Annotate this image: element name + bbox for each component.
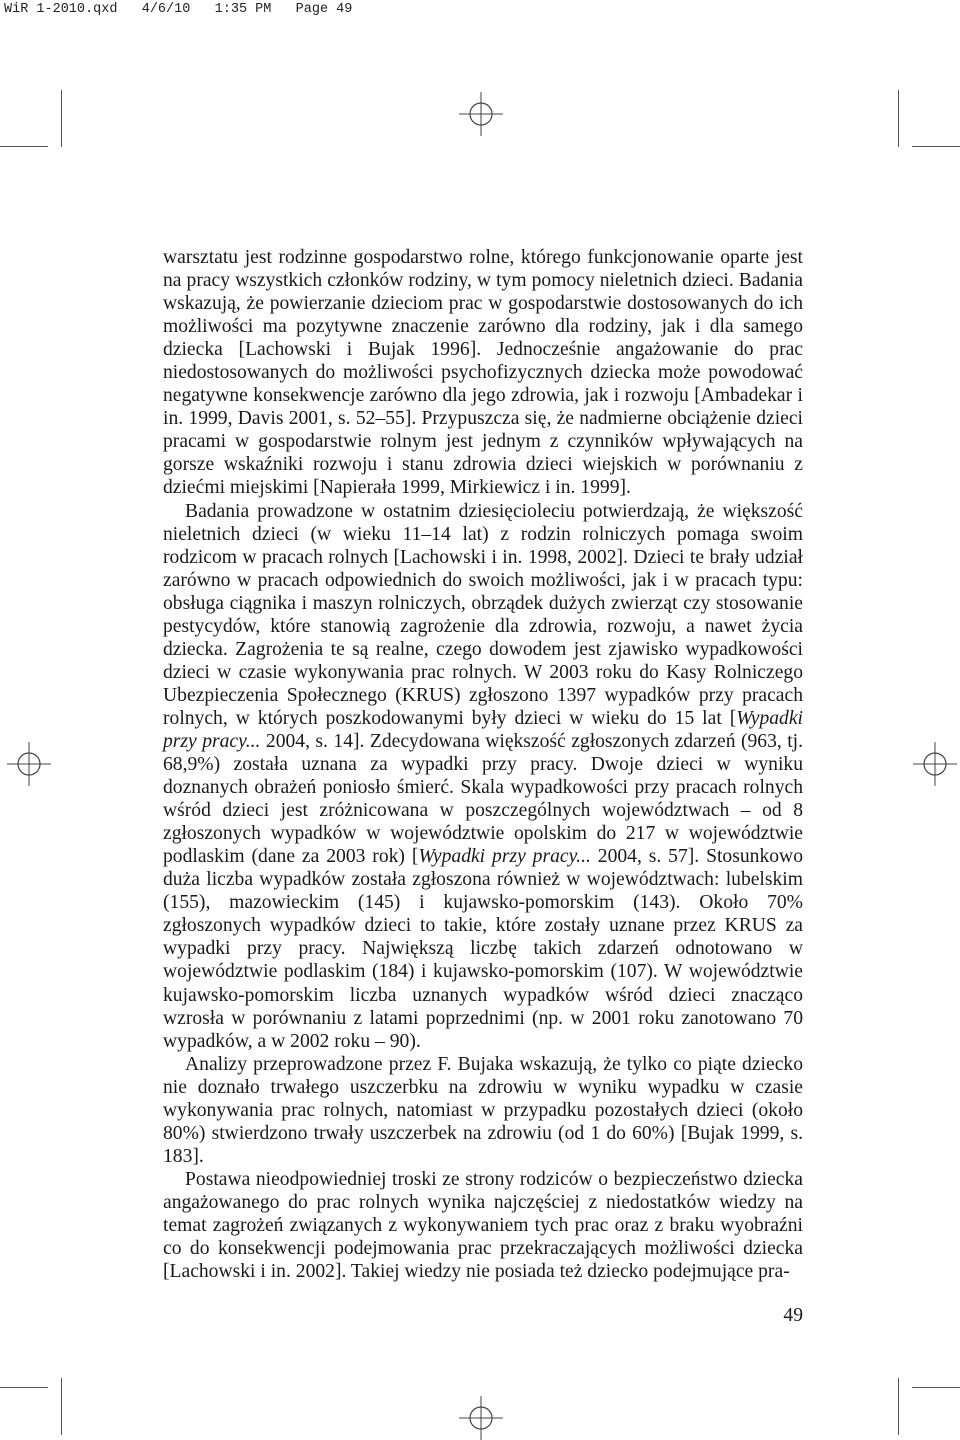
page-number: 49: [783, 1305, 803, 1326]
crop-mark-bottom-left-horizontal: [0, 1387, 48, 1388]
crop-mark-top-left-horizontal: [0, 146, 48, 147]
crop-mark-top-right-vertical: [898, 90, 899, 147]
registration-mark-right: [913, 742, 957, 786]
citation-title: Wypadki przy pracy...: [418, 846, 591, 868]
paragraph: Analizy przeprowadzone przez F. Bujaka wskazują, że tylko co piąte dziecko nie doznało trwałego uszczerbku na zdrowiu w wyniku wypadku w czasie wykonywania prac rolnych, natomiast w przypadku pozostałych dzieci (około 80%) stwierdzono trwały uszczerbek na zdrowiu (od 1 do 60%) [Bujak 1999, s. 183].: [163, 1053, 803, 1167]
paragraph: warsztatu jest rodzinne gospodarstwo rolne, którego funkcjonowanie oparte jest na pracy wszystkich członków rodziny, w tym pomocy nieletnich dzieci. Badania wskazują, że powierzanie dzieciom prac w gospodarstwie dostosowanych do ich możliwości ma pozytywne znaczenie zarówno dla rodziny, jak i dla samego dziecka [Lachowski i Bujak 1996]. Jednocześnie angażowanie do prac niedostosowanych do możliwości psychofizycznych dziecka może powodować negatywne konsekwencje zarówno dla jego zdrowia, jak i rozwoju [Ambadekar i in. 1999, Davis 2001, s. 52–55]. Przypuszcza się, że nadmierne obciążenie dzieci pracami w gospodarstwie rolnym jest jednym z czynników wpływających na gorsze wskaźniki rozwoju i stanu zdrowia dzieci wiejskich w porównaniu z dziećmi miejskimi [Napierała 1999, Mirkiewicz i in. 1999].: [163, 247, 803, 499]
crop-mark-bottom-right-vertical: [898, 1378, 899, 1435]
registration-mark-top: [459, 92, 503, 136]
crop-mark-bottom-right-horizontal: [912, 1387, 960, 1388]
paragraph-text: Badania prowadzone w ostatnim dziesięcioleciu potwierdzają, że większość nieletnich dzieci (w wieku 11–14 lat) z rodzin rolniczych pomaga swoim rodzicom w pracach rolnych [Lachowski i in. 1998, 2002]. Dzieci te brały udział zarówno w pracach odpowiednich do swoich możliwości, jak i w pracach typu: obsługa ciągnika i maszyn rolniczych, obrządek dużych zwierząt czy stosowanie pestycydów, które stanowią zagrożenie dla zdrowia, rozwoju, a nawet życia dziecka. Zagrożenia te są realne, czego dowodem jest zjawisko wypadkowości dzieci w czasie wykonywania prac rolnych. W 2003 roku do Kasy Rolniczego Ubezpieczenia Społecznego (KRUS) zgłoszono 1397 wypadków przy pracach rolnych, w których poszkodowanymi były dzieci w wieku do 15 lat [: [163, 500, 803, 729]
paragraph: [163, 500, 803, 1053]
registration-mark-left: [7, 742, 51, 786]
citation-title: Wypadki przy pracy...: [163, 707, 803, 752]
paragraph-text: 2004, s. 57]. Stosunkowo duża liczba wypadków została zgłoszona również w województwach: lubelskim (155), mazowieckim (145) i kujawsko-pomorskim (143). Około 70% zgłoszonych wypadków dzieci to takie, które zostały uznane przez KRUS za wypadki przy pracy. Największą liczbę takich zdarzeń odnotowano w województwie podlaskim (184) i kujawsko-pomorskim (107). W województwie kujawsko-pomorskim liczba uznanych wypadków wśród dzieci znacząco wzrosła w porównaniu z latami poprzednimi (np. w 2001 roku zanotowano 70 wypadków, a w 2002 roku – 90).: [163, 846, 803, 1052]
file-slug: WiR 1-2010.qxd 4/6/10 1:35 PM Page 49: [4, 2, 353, 17]
registration-mark-bottom: [459, 1396, 503, 1440]
paragraph-text: 2004, s. 14]. Zdecydowana większość zgłoszonych zdarzeń (963, tj. 68,9%) została uznana za wypadki przy pracy. Dwoje dzieci w wyniku doznanych obrażeń poniosło śmierć. Skala wypadkowości przy pracach rolnych wśród dzieci jest zróżnicowana w poszczególnych województwach – od 8 zgłoszonych wypadków w województwie opolskim do 217 w województwie podlaskim (dane za 2003 rok) [: [163, 730, 804, 868]
crop-mark-bottom-left-vertical: [61, 1378, 62, 1435]
paragraph: Postawa nieodpowiedniej troski ze strony rodziców o bezpieczeństwo dziecka angażowanego do prac rolnych wynika najczęściej z niedostatków wiedzy na temat zagrożeń związanych z wykonywaniem tych prac oraz z braku wyobraźni co do konsekwencji podejmowania prac przekraczających możliwości dziecka [Lachowski i in. 2002]. Takiej wiedzy nie posiada też dziecko podejmujące pra-: [163, 1168, 803, 1283]
body-text: [163, 246, 803, 1283]
crop-mark-top-right-horizontal: [912, 146, 960, 147]
crop-mark-top-left-vertical: [61, 90, 62, 147]
